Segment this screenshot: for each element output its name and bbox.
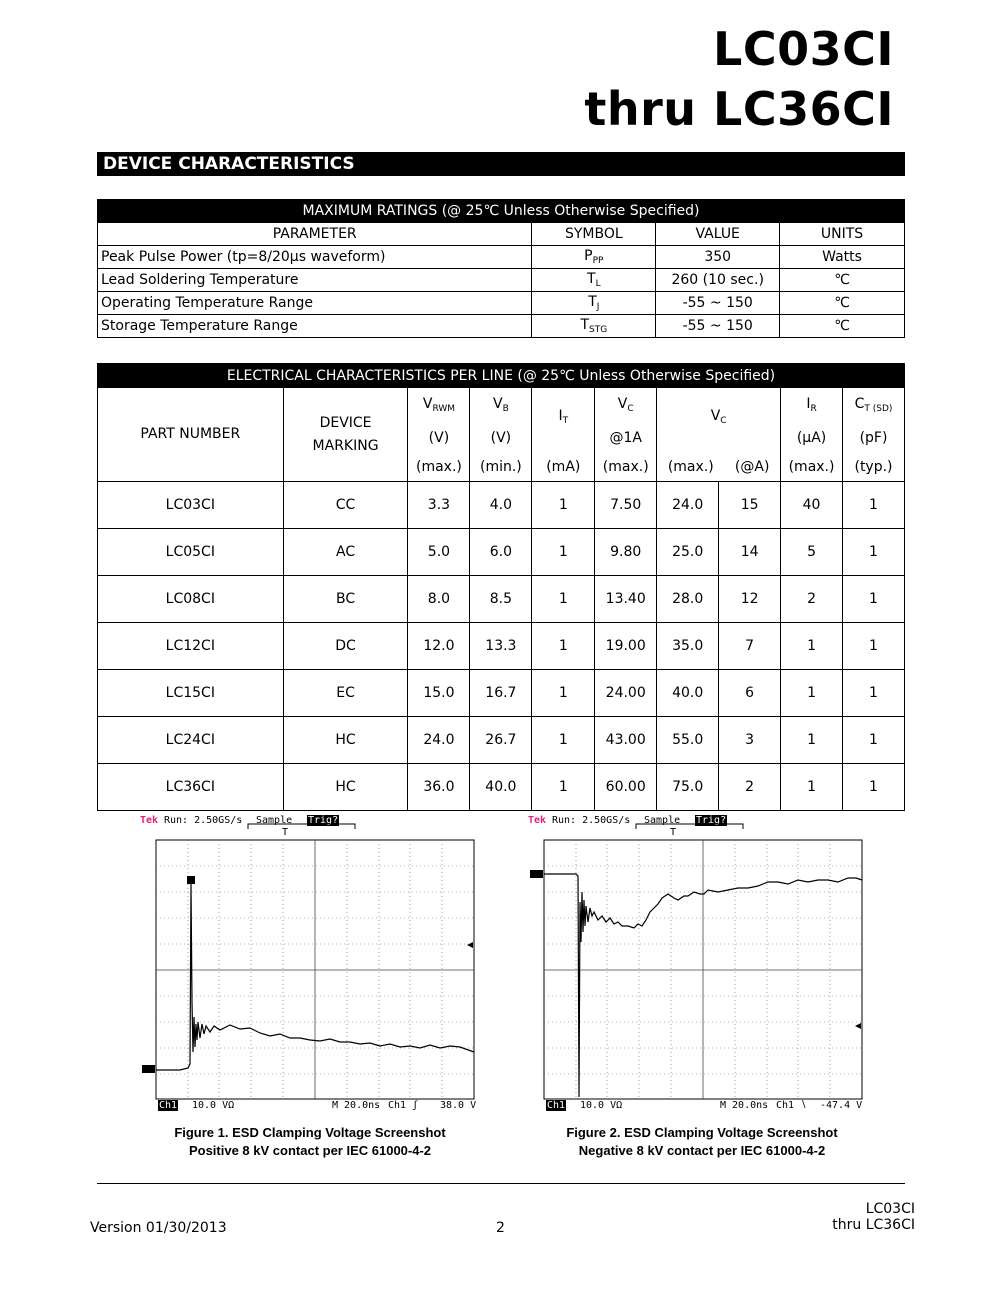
title-line-2: thru LC36CI: [584, 82, 894, 136]
vrwm-header: $V_{RWM}$ (V) (max.): [408, 388, 470, 482]
table-cell: 1: [843, 482, 905, 529]
it-header: $I_T$ (mA): [532, 388, 595, 482]
table-cell: 26.7: [470, 717, 532, 764]
table-cell: 1: [781, 764, 843, 811]
table-cell: 12.0: [408, 623, 470, 670]
value-cell: -55 ~ 150: [656, 292, 780, 315]
table-cell: 24.00: [595, 670, 657, 717]
table-row: [98, 576, 905, 623]
part-number-cell: LC24CI: [98, 717, 284, 764]
part-number-cell: LC12CI: [98, 623, 284, 670]
table-cell: 24.0: [657, 482, 719, 529]
table-row: [98, 529, 905, 576]
table-cell: BC: [283, 576, 408, 623]
table-cell: 1: [532, 576, 595, 623]
table-cell: 3.3: [408, 482, 470, 529]
run-label: Run: 2.50GS/s: [552, 815, 631, 826]
table-cell: 1: [532, 529, 595, 576]
figure-2-caption: Figure 2. ESD Clamping Voltage Screenshot Negative 8 kV contact per IEC 61000-4-2: [566, 1125, 838, 1158]
unit-cell: ℃: [780, 292, 905, 315]
table-cell: 14: [719, 529, 781, 576]
table-cell: 43.00: [595, 717, 657, 764]
value-cell: 350: [656, 246, 780, 269]
unit-cell: ℃: [780, 315, 905, 338]
parameter-cell: Peak Pulse Power (tp=8/20μs waveform): [98, 246, 532, 269]
electrical-characteristics-table: [97, 363, 905, 811]
table-row: [98, 315, 905, 338]
figure-1-caption: Figure 1. ESD Clamping Voltage Screenshot Positive 8 kV contact per IEC 61000-4-2: [174, 1125, 446, 1158]
part-number-header: PART NUMBER: [98, 388, 284, 482]
version-label: Version 01/30/2013: [90, 1220, 227, 1236]
table-row: [98, 269, 905, 292]
tek-label: Tek: [140, 815, 159, 826]
footer-rule: [97, 1183, 905, 1184]
table-cell: 7: [719, 623, 781, 670]
column-header: VALUE: [656, 223, 780, 246]
channel-label: Ch1: [547, 1100, 566, 1111]
table-cell: HC: [283, 764, 408, 811]
table-cell: 2: [719, 764, 781, 811]
table-cell: 75.0: [657, 764, 719, 811]
table-cell: DC: [283, 623, 408, 670]
table-cell: 4.0: [470, 482, 532, 529]
part-number-cell: LC08CI: [98, 576, 284, 623]
time-label: M 20.0ns: [720, 1100, 769, 1111]
max-ratings-caption: MAXIMUM RATINGS (@ 25℃ Unless Otherwise Specified): [98, 200, 905, 223]
table-row: [98, 623, 905, 670]
table-cell: 1: [532, 764, 595, 811]
table-cell: 1: [532, 670, 595, 717]
level-label: 38.0 V: [440, 1100, 477, 1111]
part-number-cell: LC36CI: [98, 764, 284, 811]
table-cell: 24.0: [408, 717, 470, 764]
table-cell: 2: [781, 576, 843, 623]
symbol-cell: $T_L$: [532, 269, 656, 292]
table-cell: 1: [843, 717, 905, 764]
table-cell: 40: [781, 482, 843, 529]
ct-header: $C_{T (SD)}$ (pF) (typ.): [843, 388, 905, 482]
electrical-caption: ELECTRICAL CHARACTERISTICS PER LINE (@ 25℃ Unless Otherwise Specified): [98, 364, 905, 388]
parameter-cell: Storage Temperature Range: [98, 315, 532, 338]
unit-cell: Watts: [780, 246, 905, 269]
trig-label: Trig?: [308, 815, 339, 826]
part-number-cell: LC15CI: [98, 670, 284, 717]
svg-text:T: T: [282, 827, 289, 838]
column-header: PARAMETER: [98, 223, 532, 246]
table-cell: 15: [719, 482, 781, 529]
channel-label: Ch1: [159, 1100, 178, 1111]
table-row: [98, 717, 905, 764]
table-cell: 36.0: [408, 764, 470, 811]
value-cell: 260 (10 sec.): [656, 269, 780, 292]
value-cell: -55 ~ 150: [656, 315, 780, 338]
trigger-label: Ch1 ʃ: [388, 1100, 419, 1111]
vc-header: $V_C$ (max.) (@A): [657, 388, 781, 482]
page-number: 2: [496, 1220, 505, 1236]
trig-label: Trig?: [696, 815, 727, 826]
table-cell: 5: [781, 529, 843, 576]
scope-trace-svg: [140, 812, 480, 1112]
table-cell: 1: [843, 623, 905, 670]
trigger-label: Ch1 ∖: [776, 1100, 807, 1111]
table-cell: 60.00: [595, 764, 657, 811]
parameter-cell: Operating Temperature Range: [98, 292, 532, 315]
symbol-cell: $T_{STG}$: [532, 315, 656, 338]
table-cell: 7.50: [595, 482, 657, 529]
parameter-cell: Lead Soldering Temperature: [98, 269, 532, 292]
ir-header: $I_R$ (μA) (max.): [781, 388, 843, 482]
table-cell: 1: [532, 482, 595, 529]
table-cell: AC: [283, 529, 408, 576]
symbol-cell: $T_J$: [532, 292, 656, 315]
scale-label: 10.0 VΩ: [192, 1100, 235, 1111]
table-cell: HC: [283, 717, 408, 764]
table-cell: 13.3: [470, 623, 532, 670]
table-cell: 28.0: [657, 576, 719, 623]
table-cell: 40.0: [470, 764, 532, 811]
table-cell: 1: [843, 529, 905, 576]
run-label: Run: 2.50GS/s: [164, 815, 243, 826]
mode-label: Sample: [256, 815, 293, 826]
scope-trace-svg: [528, 812, 868, 1112]
tek-label: Tek: [528, 815, 547, 826]
table-cell: 35.0: [657, 623, 719, 670]
table-cell: 1: [532, 717, 595, 764]
vb-header: $V_B$ (V) (min.): [470, 388, 532, 482]
table-cell: CC: [283, 482, 408, 529]
time-label: M 20.0ns: [332, 1100, 381, 1111]
table-cell: 55.0: [657, 717, 719, 764]
title-line-1: LC03CI: [713, 22, 894, 76]
table-cell: 1: [781, 717, 843, 764]
table-cell: 1: [843, 576, 905, 623]
table-cell: 13.40: [595, 576, 657, 623]
table-cell: 6.0: [470, 529, 532, 576]
scope-figure-1: [140, 812, 480, 1112]
mode-label: Sample: [644, 815, 681, 826]
table-cell: 3: [719, 717, 781, 764]
table-cell: 5.0: [408, 529, 470, 576]
table-row: [98, 246, 905, 269]
table-cell: 1: [843, 764, 905, 811]
table-row: [98, 670, 905, 717]
part-number-cell: LC03CI: [98, 482, 284, 529]
table-cell: 1: [843, 670, 905, 717]
table-cell: 1: [532, 623, 595, 670]
footer-title: LC03CI thru LC36CI: [832, 1201, 915, 1233]
table-cell: 40.0: [657, 670, 719, 717]
table-cell: 12: [719, 576, 781, 623]
device-marking-header: DEVICE MARKING: [283, 388, 408, 482]
table-cell: EC: [283, 670, 408, 717]
unit-cell: ℃: [780, 269, 905, 292]
level-label: -47.4 V: [820, 1100, 863, 1111]
table-cell: 15.0: [408, 670, 470, 717]
table-row: [98, 292, 905, 315]
table-cell: 25.0: [657, 529, 719, 576]
scope-figure-2: [528, 812, 868, 1112]
column-header: SYMBOL: [532, 223, 656, 246]
vc-1a-header: $V_C$ @1A (max.): [595, 388, 657, 482]
part-number-cell: LC05CI: [98, 529, 284, 576]
table-cell: 6: [719, 670, 781, 717]
section-title: DEVICE CHARACTERISTICS: [97, 152, 905, 176]
symbol-cell: $P_{PP}$: [532, 246, 656, 269]
max-ratings-table: [97, 199, 905, 338]
table-cell: 1: [781, 623, 843, 670]
table-cell: 9.80: [595, 529, 657, 576]
table-row: [98, 482, 905, 529]
svg-text:T: T: [670, 827, 677, 838]
table-cell: 8.0: [408, 576, 470, 623]
column-header: UNITS: [780, 223, 905, 246]
table-cell: 16.7: [470, 670, 532, 717]
table-cell: 1: [781, 670, 843, 717]
table-cell: 19.00: [595, 623, 657, 670]
table-cell: 8.5: [470, 576, 532, 623]
scale-label: 10.0 VΩ: [580, 1100, 623, 1111]
table-row: [98, 764, 905, 811]
